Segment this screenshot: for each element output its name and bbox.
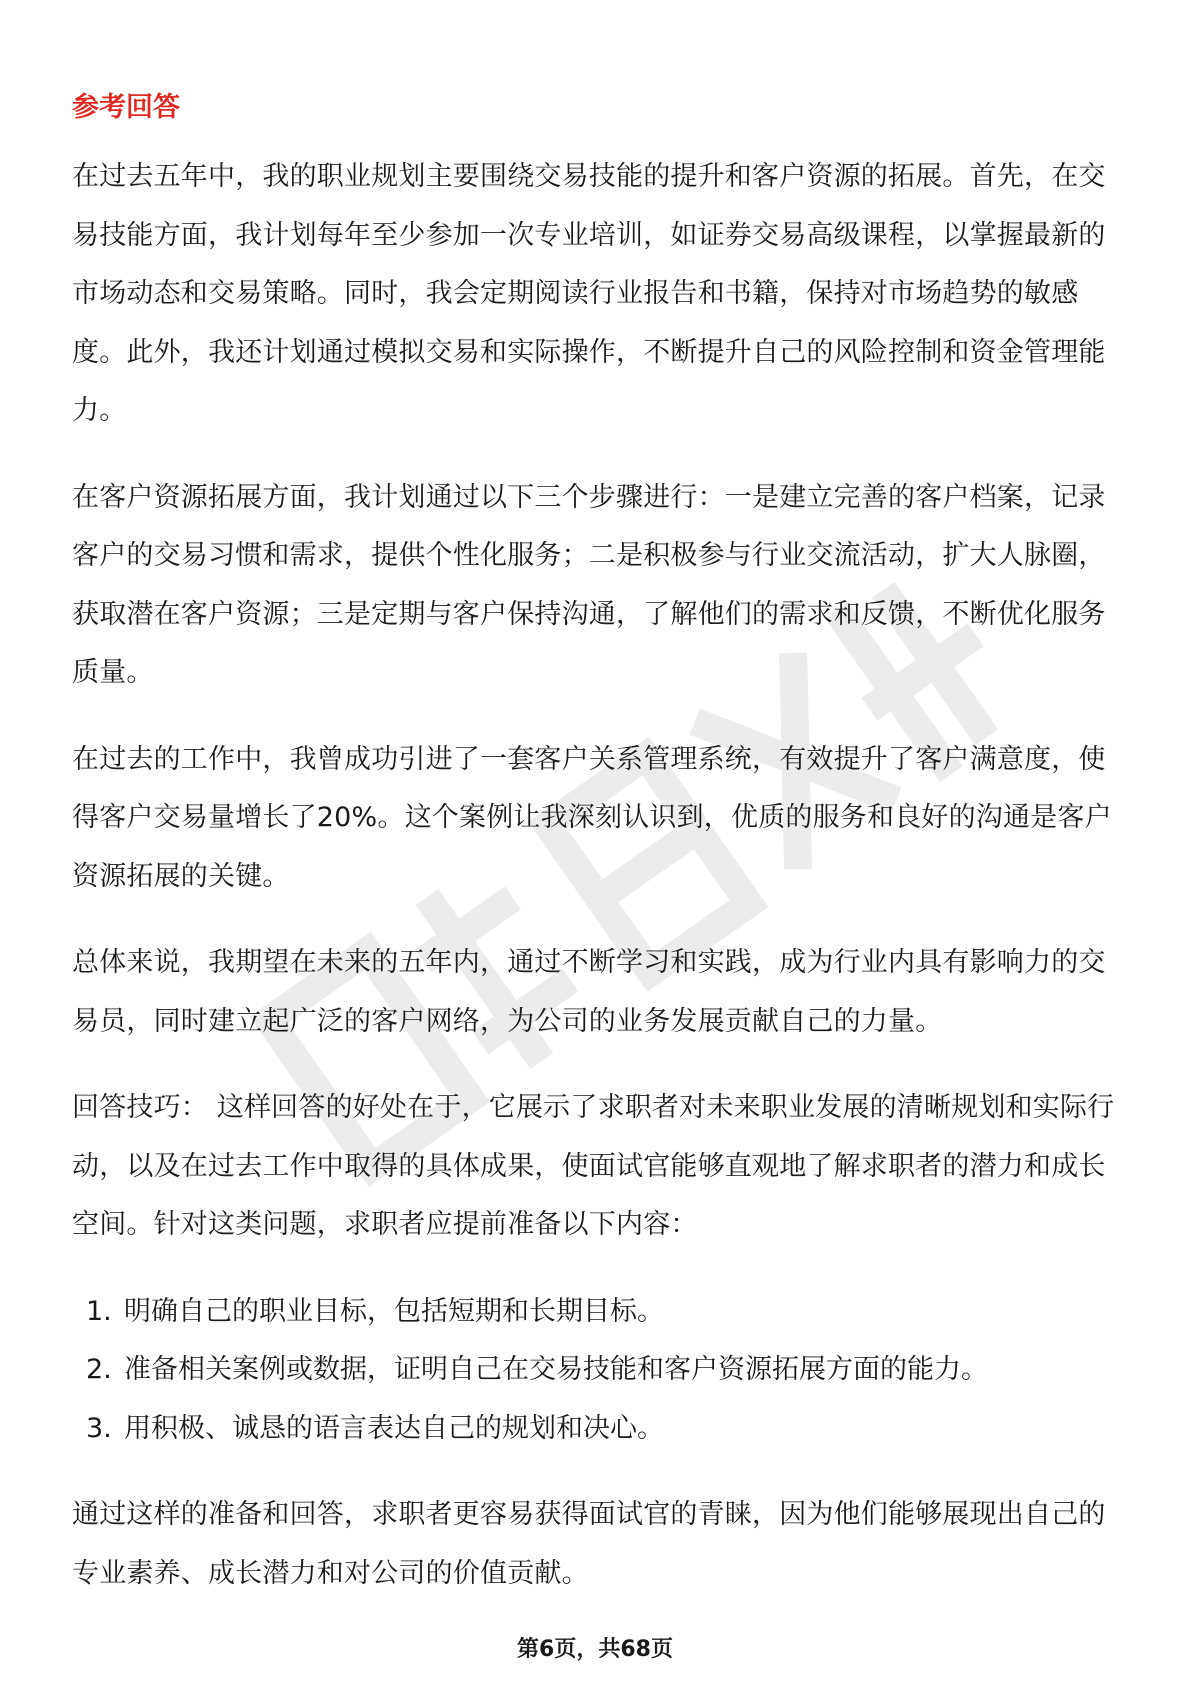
paragraph-client-expansion: 在客户资源拓展方面，我计划通过以下三个步骤进行：一是建立完善的客户档案，记录客户的交易习惯和需求，提供个性化服务；二是积极参与行业交流活动，扩大人脉圈，获取潜在客户资源；三是定期与客户保持沟通，了解他们的需求和反馈，不断优化服务质量。 [72,481,1106,688]
list-item-number: 1. [86,1295,112,1327]
list-item [72,1400,1118,1459]
list-item [72,1283,1118,1342]
list-item-text: 准备相关案例或数据，证明自己在交易技能和客户资源拓展方面的能力。 [124,1354,988,1385]
paragraph-past-case: 在过去的工作中，我曾成功引进了一套客户关系管理系统，有效提升了客户满意度，使得客户交易量增长了20%。这个案例让我深刻认识到，优质的服务和良好的沟通是客户资源拓展的关键。 [72,743,1112,892]
paragraph-closing: 通过这样的准备和回答，求职者更容易获得面试官的青睐，因为他们能够展现出自己的专业素养、成长潜力和对公司的价值贡献。 [72,1499,1106,1589]
preparation-list [72,1283,1118,1459]
list-item-text: 明确自己的职业目标，包括短期和长期目标。 [124,1295,664,1327]
paragraph-career-plan: 在过去五年中，我的职业规划主要围绕交易技能的提升和客户资源的拓展。首先，在交易技能方面，我计划每年至少参加一次专业培训，如证券交易高级课程，以掌握最新的市场动态和交易策略。同时，我会定期阅读行业报告和书籍，保持对市场趋势的敏感度。此外，我还计划通过模拟交易和实际操作，不断提升自己的风险控制和资金管理能力。 [72,161,1106,426]
document-page [72,88,1118,1631]
paragraph-answer-tips: 回答技巧： 这样回答的好处在于，它展示了求职者对未来职业发展的清晰规划和实际行动，以及在过去工作中取得的具体成果，使面试官能够直观地了解求职者的潜力和成长空间。针对这类问题，求职者应提前准备以下内容： [72,1092,1115,1240]
list-item-number: 2. [86,1354,112,1385]
paragraph-summary: 总体来说，我期望在未来的五年内，通过不断学习和实践，成为行业内具有影响力的交易员，同时建立起广泛的客户网络，为公司的业务发展贡献自己的力量。 [72,947,1106,1037]
page-number: 第6页，共68页 [517,1637,673,1662]
list-item [72,1341,1118,1400]
section-title: 参考回答 [72,92,180,123]
list-item-text: 用积极、诚恳的语言表达自己的规划和决心。 [124,1412,664,1444]
list-item-number: 3. [86,1412,112,1444]
